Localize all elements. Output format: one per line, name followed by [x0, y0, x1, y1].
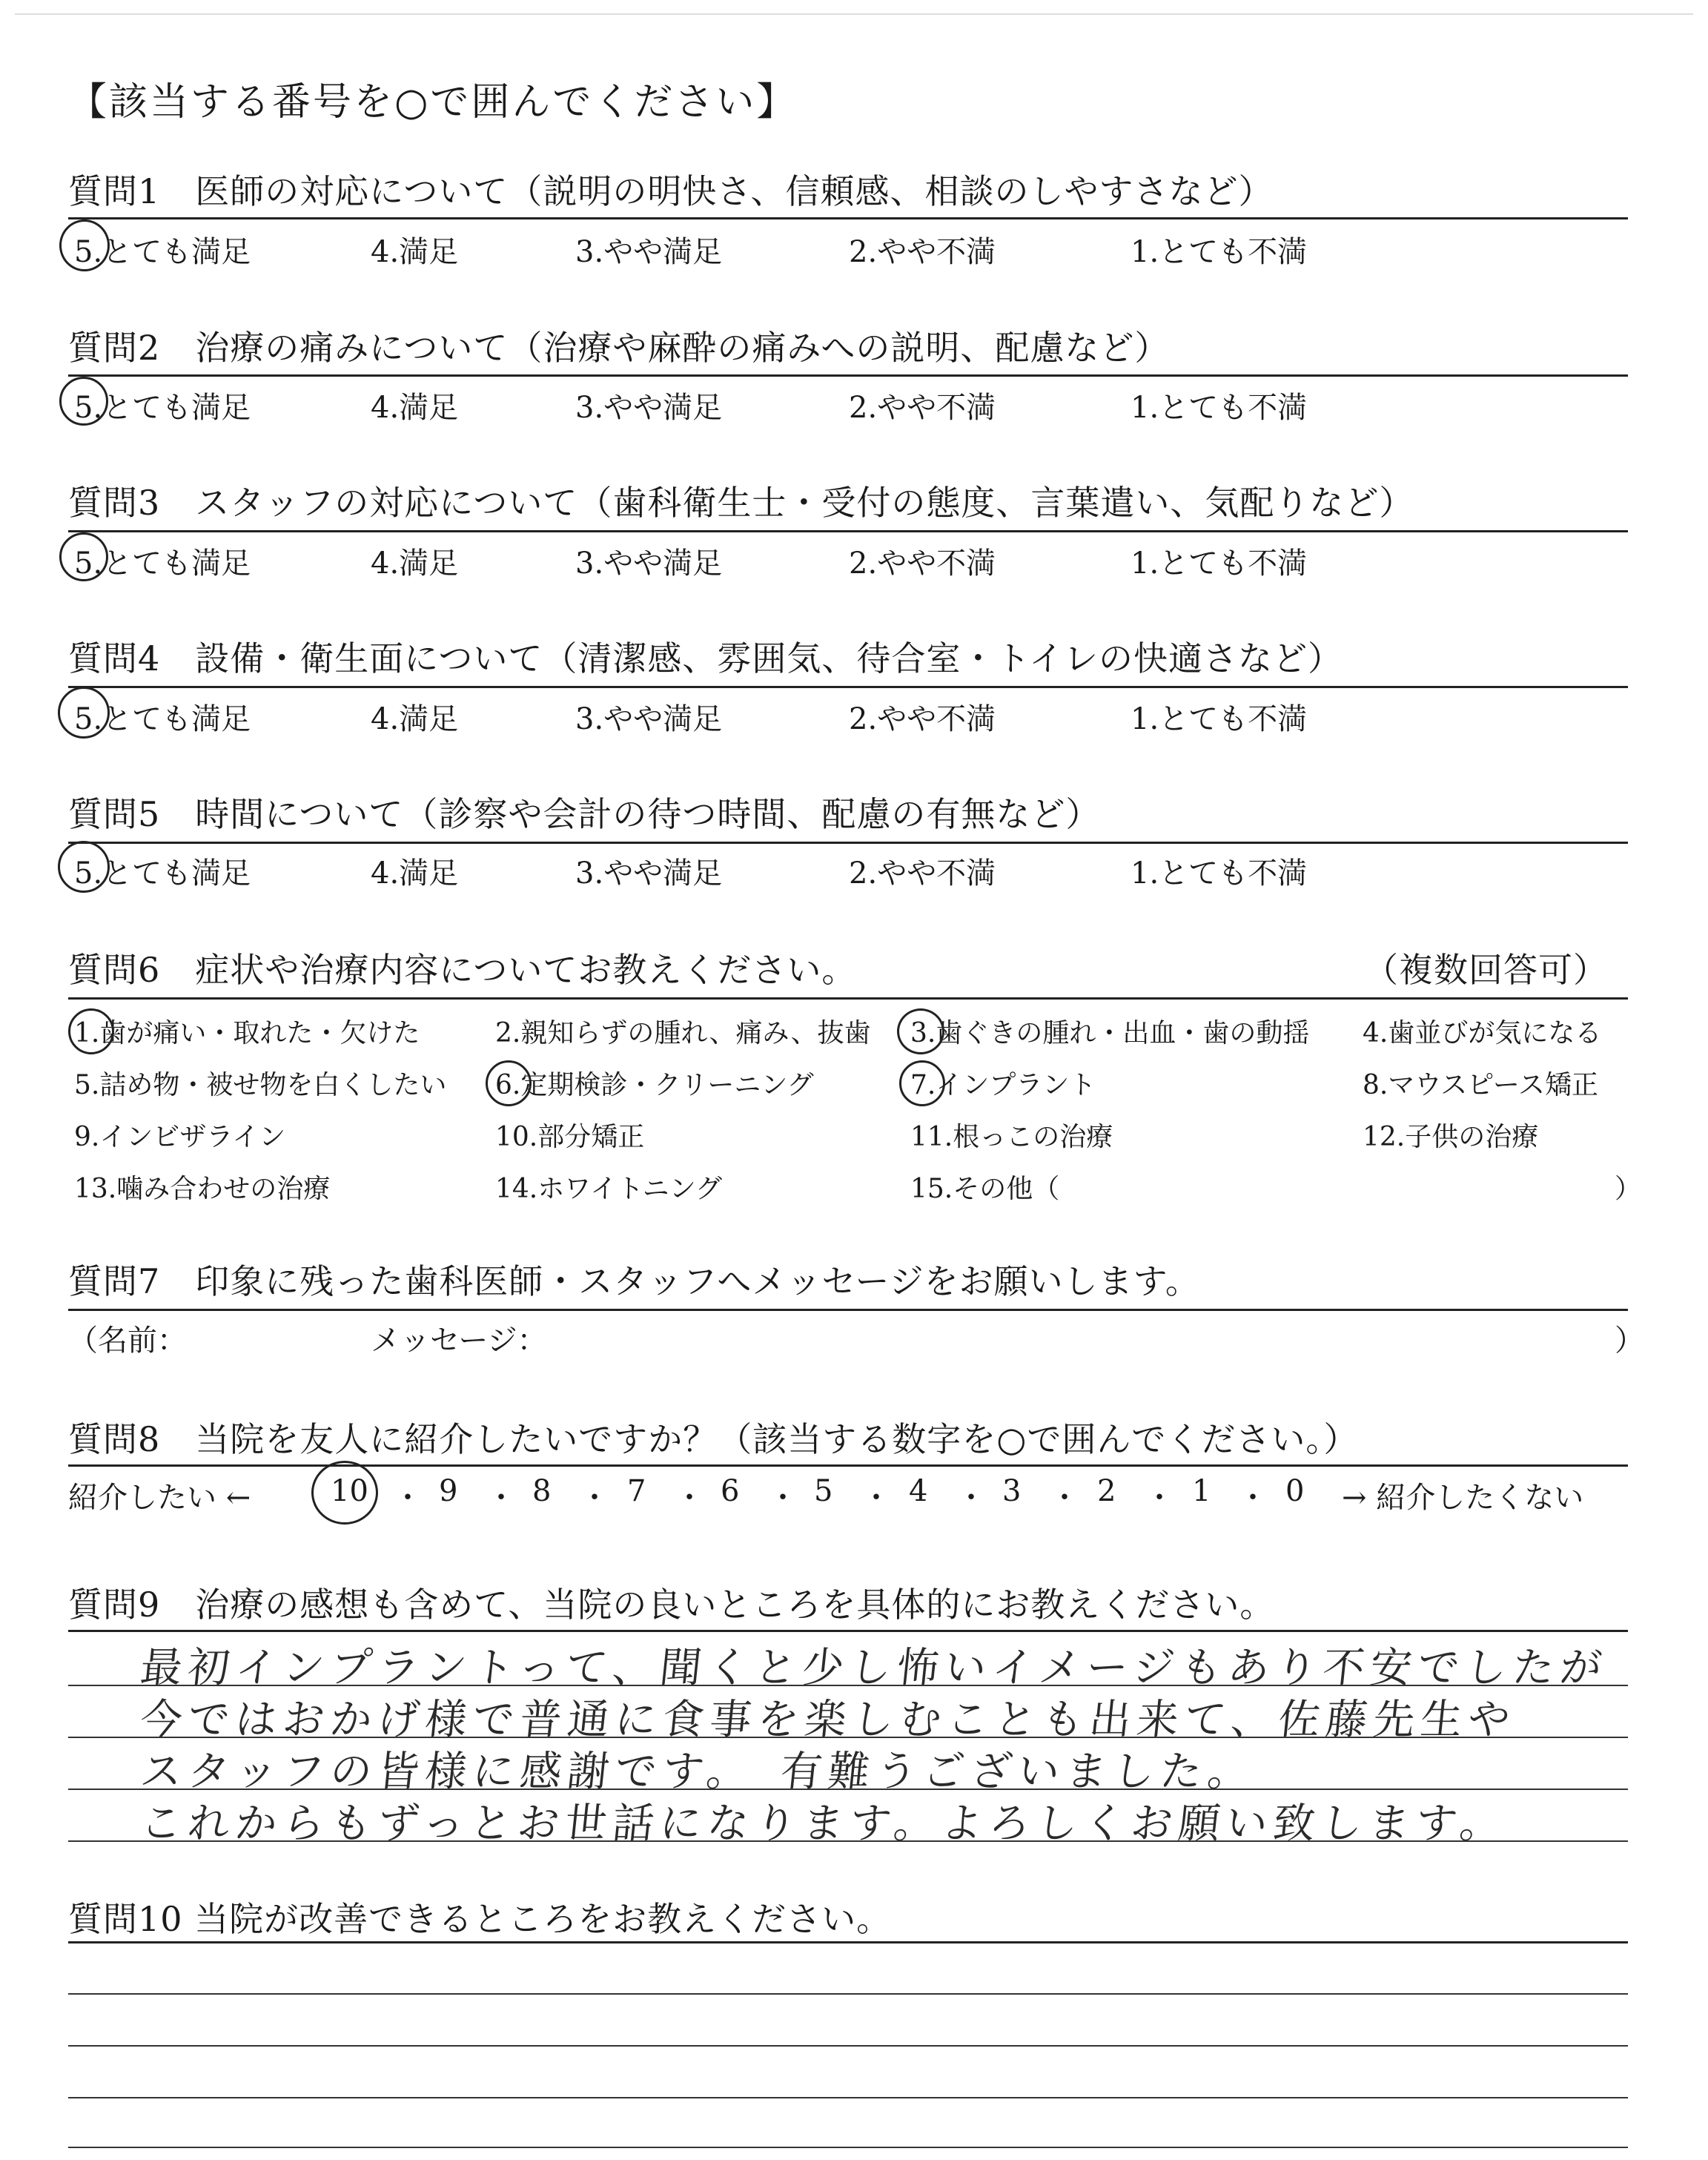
- question-2-rule: [68, 374, 1628, 377]
- q8-scale-8[interactable]: 8: [532, 1474, 552, 1508]
- q6-option-13[interactable]: 13.噛み合わせの治療: [74, 1174, 331, 1204]
- q7-close-paren: ）: [1615, 1324, 1644, 1358]
- q6-option-7[interactable]: 7.インプラント: [910, 1070, 1096, 1100]
- q6-option-2[interactable]: 2.親知らずの腫れ、痛み、抜歯: [495, 1018, 871, 1048]
- q8-scale-dot: ・: [393, 1481, 423, 1515]
- question-4-rule: [68, 686, 1628, 688]
- q8-left-label: 紹介したい ←: [68, 1481, 251, 1515]
- q8-scale-5[interactable]: 5: [814, 1474, 833, 1508]
- q6-option-9[interactable]: 9.インビザライン: [74, 1122, 286, 1152]
- q6-option-6[interactable]: 6.定期検診・クリーニング: [495, 1070, 814, 1100]
- q6-option-14[interactable]: 14.ホワイトニング: [495, 1174, 723, 1204]
- question-3-rule: [68, 530, 1628, 532]
- question-10-rule: [68, 1941, 1628, 1943]
- q3-option-4[interactable]: 4.満足: [371, 546, 459, 581]
- q10-answer-line-1: [68, 1993, 1628, 1995]
- q3-option-2[interactable]: 2.やや不満: [849, 546, 996, 581]
- q6-circle-option-6: [486, 1060, 532, 1106]
- question-1-title: 質問1 医師の対応について（説明の明快さ、信頼感、相談のしやすさなど）: [68, 171, 1274, 211]
- q8-scale-7[interactable]: 7: [627, 1474, 646, 1508]
- q2-selection-circle: [59, 377, 108, 426]
- q3-selection-circle: [59, 532, 108, 581]
- q8-scale-3[interactable]: 3: [1002, 1474, 1022, 1508]
- q6-option-4[interactable]: 4.歯並びが気になる: [1363, 1018, 1602, 1048]
- form-heading: 【該当する番号を○で囲んでください】: [68, 80, 798, 125]
- q4-option-5[interactable]: 5.とても満足: [74, 702, 251, 736]
- q7-message-label: メッセージ：: [371, 1324, 547, 1358]
- q6-circle-option-3: [897, 1008, 944, 1054]
- q1-selection-circle: [59, 219, 110, 271]
- q6-option-15[interactable]: 15.その他（: [910, 1174, 1060, 1204]
- q8-scale-2[interactable]: 2: [1097, 1474, 1116, 1508]
- question-1-rule: [68, 217, 1628, 219]
- q6-option-15-close: ）: [1615, 1174, 1642, 1204]
- question-7-title: 質問7 印象に残った歯科医師・スタッフへメッセージをお願いします。: [68, 1261, 1200, 1301]
- q1-option-3[interactable]: 3.やや満足: [575, 235, 723, 269]
- q6-option-8[interactable]: 8.マウスピース矯正: [1363, 1070, 1599, 1100]
- q9-handwritten-line-1: 最初インプラントって、聞くと少し怖いイメージもあり不安でしたが: [138, 1644, 1610, 1692]
- question-6-rule: [68, 997, 1628, 1000]
- question-5-rule: [68, 842, 1628, 844]
- q2-option-1[interactable]: 1.とても不満: [1131, 391, 1308, 425]
- page-top-edge: [15, 13, 1693, 15]
- q8-scale-dot: ・: [861, 1481, 891, 1515]
- q10-answer-line-3: [68, 2097, 1628, 2098]
- question-6-title: 質問6 症状や治療内容についてお教えください。: [68, 950, 857, 990]
- question-7-rule: [68, 1309, 1628, 1311]
- q6-option-5[interactable]: 5.詰め物・被せ物を白くしたい: [74, 1070, 447, 1100]
- q6-option-1[interactable]: 1.歯が痛い・取れた・欠けた: [74, 1018, 420, 1048]
- question-3-title: 質問3 スタッフの対応について（歯科衛生士・受付の態度、言葉遣い、気配りなど）: [68, 483, 1414, 523]
- q5-option-4[interactable]: 4.満足: [371, 856, 459, 891]
- q5-option-2[interactable]: 2.やや不満: [849, 856, 996, 891]
- q8-scale-dot: ・: [768, 1481, 798, 1515]
- q8-scale-dot: ・: [1238, 1481, 1268, 1515]
- q8-scale-6[interactable]: 6: [721, 1474, 740, 1508]
- q10-answer-line-4: [68, 2147, 1628, 2148]
- q6-option-12[interactable]: 12.子供の治療: [1363, 1122, 1539, 1152]
- q1-option-5[interactable]: 5.とても満足: [74, 235, 251, 269]
- q6-circle-option-1: [68, 1008, 114, 1054]
- q8-scale-dot: ・: [486, 1481, 516, 1515]
- q9-handwritten-line-2: 今ではおかげ様で普通に食事を楽しむことも出来て、佐藤先生や: [138, 1696, 1518, 1744]
- q5-option-3[interactable]: 3.やや満足: [575, 856, 723, 891]
- q6-option-10[interactable]: 10.部分矯正: [495, 1122, 645, 1152]
- q2-option-5[interactable]: 5.とても満足: [74, 391, 251, 425]
- q4-option-2[interactable]: 2.やや不満: [849, 702, 996, 736]
- question-5-title: 質問5 時間について（診察や会計の待つ時間、配慮の有無など）: [68, 794, 1101, 834]
- q8-scale-dot: ・: [956, 1481, 986, 1515]
- q9-handwritten-line-3: スタッフの皆様に感謝です。 有難うございました。: [138, 1748, 1258, 1796]
- q2-option-2[interactable]: 2.やや不満: [849, 391, 996, 425]
- question-9-rule: [68, 1630, 1628, 1632]
- q9-handwritten-line-4: これからもずっとお世話になります。よろしくお願い致します。: [138, 1800, 1510, 1848]
- q6-circle-option-7: [899, 1060, 945, 1106]
- q3-option-5[interactable]: 5.とても満足: [74, 546, 251, 581]
- q2-option-4[interactable]: 4.満足: [371, 391, 459, 425]
- question-10-title: 質問10 当院が改善できるところをお教えください。: [68, 1899, 892, 1939]
- q4-selection-circle: [58, 687, 110, 739]
- q5-selection-circle: [58, 841, 110, 893]
- q7-name-label: （名前：: [68, 1324, 187, 1358]
- q6-option-3[interactable]: 3.歯ぐきの腫れ・出血・歯の動揺: [910, 1018, 1310, 1048]
- q3-option-3[interactable]: 3.やや満足: [575, 546, 723, 581]
- q5-option-1[interactable]: 1.とても不満: [1131, 856, 1308, 891]
- q4-option-4[interactable]: 4.満足: [371, 702, 459, 736]
- q8-scale-4[interactable]: 4: [909, 1474, 928, 1508]
- q8-scale-10[interactable]: 10: [331, 1474, 368, 1508]
- q8-scale-dot: ・: [1050, 1481, 1079, 1515]
- q5-option-5[interactable]: 5.とても満足: [74, 856, 251, 891]
- question-8-title: 質問8 当院を友人に紹介したいですか？（該当する数字を○で囲んでください。）: [68, 1419, 1359, 1459]
- q2-option-3[interactable]: 3.やや満足: [575, 391, 723, 425]
- q4-option-1[interactable]: 1.とても不満: [1131, 702, 1308, 736]
- q3-option-1[interactable]: 1.とても不満: [1131, 546, 1308, 581]
- q8-scale-9[interactable]: 9: [439, 1474, 458, 1508]
- q1-option-2[interactable]: 2.やや不満: [849, 235, 996, 269]
- q6-option-11[interactable]: 11.根っこの治療: [910, 1122, 1113, 1152]
- question-8-rule: [68, 1464, 1628, 1467]
- q10-answer-line-2: [68, 2045, 1628, 2047]
- q1-option-1[interactable]: 1.とても不満: [1131, 235, 1308, 269]
- q8-scale-dot: ・: [675, 1481, 704, 1515]
- q8-selection-circle: [311, 1461, 378, 1525]
- q4-option-3[interactable]: 3.やや満足: [575, 702, 723, 736]
- q8-scale-1[interactable]: 1: [1192, 1474, 1211, 1508]
- q8-right-label: → 紹介したくない: [1342, 1481, 1584, 1515]
- q8-scale-dot: ・: [580, 1481, 609, 1515]
- question-9-title: 質問9 治療の感想も含めて、当院の良いところを具体的にお教えください。: [68, 1585, 1275, 1625]
- q1-option-4[interactable]: 4.満足: [371, 235, 459, 269]
- q8-scale-dot: ・: [1145, 1481, 1174, 1515]
- q8-scale-0[interactable]: 0: [1285, 1474, 1305, 1508]
- question-6-note: （複数回答可）: [1364, 950, 1608, 990]
- question-2-title: 質問2 治療の痛みについて（治療や麻酔の痛みへの説明、配慮など）: [68, 328, 1170, 368]
- question-4-title: 質問4 設備・衛生面について（清潔感、雰囲気、待合室・トイレの快適さなど）: [68, 638, 1343, 678]
